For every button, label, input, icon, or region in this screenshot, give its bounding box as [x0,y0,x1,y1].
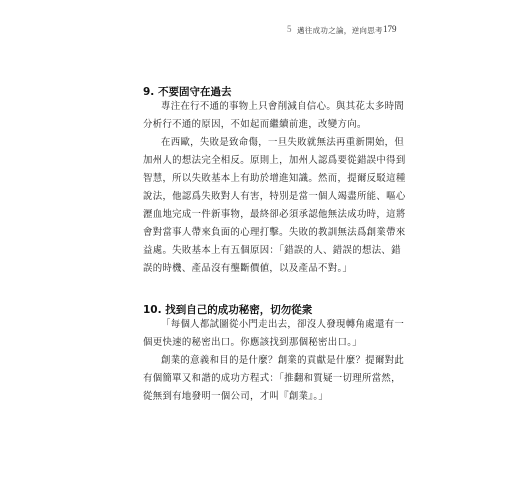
paragraph-line: 在西歐，失敗是致命傷，一旦失敗就無法再重新開始，但 [161,137,405,148]
paragraph-line: 從無到有地發明一個公司，才叫『創業』。」 [143,391,329,402]
page-number: 179 [383,24,397,34]
paragraph-line: 益處。失敗基本上有五個原因：「錯誤的人、錯誤的想法、錯 [143,245,401,256]
quote-line: 「每個人都試圖從小門走出去，卻沒人發現轉角處還有一 [161,319,405,330]
paragraph-line: 創業的意義和目的是什麼？創業的貢獻是什麼？提爾對此 [161,355,405,366]
paragraph-line: 智慧，所以失敗基本上有助於增進知識。然而，提爾反駁這種 [143,173,406,184]
quote-line: 個更快速的秘密出口。你應該找到那個秘密出口。」 [143,337,362,348]
paragraph-line: 有個簡單又和諧的成功方程式：「推翻和質疑一切理所當然， [143,373,401,384]
paragraph-line: 分析行不通的原因，不如起而繼續前進，改變方向。 [143,119,367,130]
paragraph-line: 會對當事人帶來負面的心理打擊。失敗的教訓無法爲創業帶來 [143,227,406,238]
paragraph-line: 誤的時機、產品沒有壟斷價値，以及產品不對。」 [143,263,353,274]
paragraph-line: 瀝血地完成一件新事物，最終卻必須承認他無法成功時，這將 [143,209,406,220]
paragraph-line: 加州人的想法完全相反。原則上，加州人認爲要從錯誤中得到 [143,155,406,166]
section-heading-9: 9. 不要固守在過去 [143,86,232,98]
chapter-number: 5 [287,24,292,34]
chapter-title: 邁往成功之論，逆向思考 [297,26,383,35]
paragraph-line: 專注在行不通的事物上只會削減自信心。與其花太多時間 [161,101,405,112]
paragraph-line: 說法，他認爲失敗對人有害，特別是當一個人竭盡所能、嘔心 [143,191,406,202]
section-heading-10: 10. 找到自己的成功秘密，切勿從衆 [143,304,313,316]
running-header [0,24,520,38]
